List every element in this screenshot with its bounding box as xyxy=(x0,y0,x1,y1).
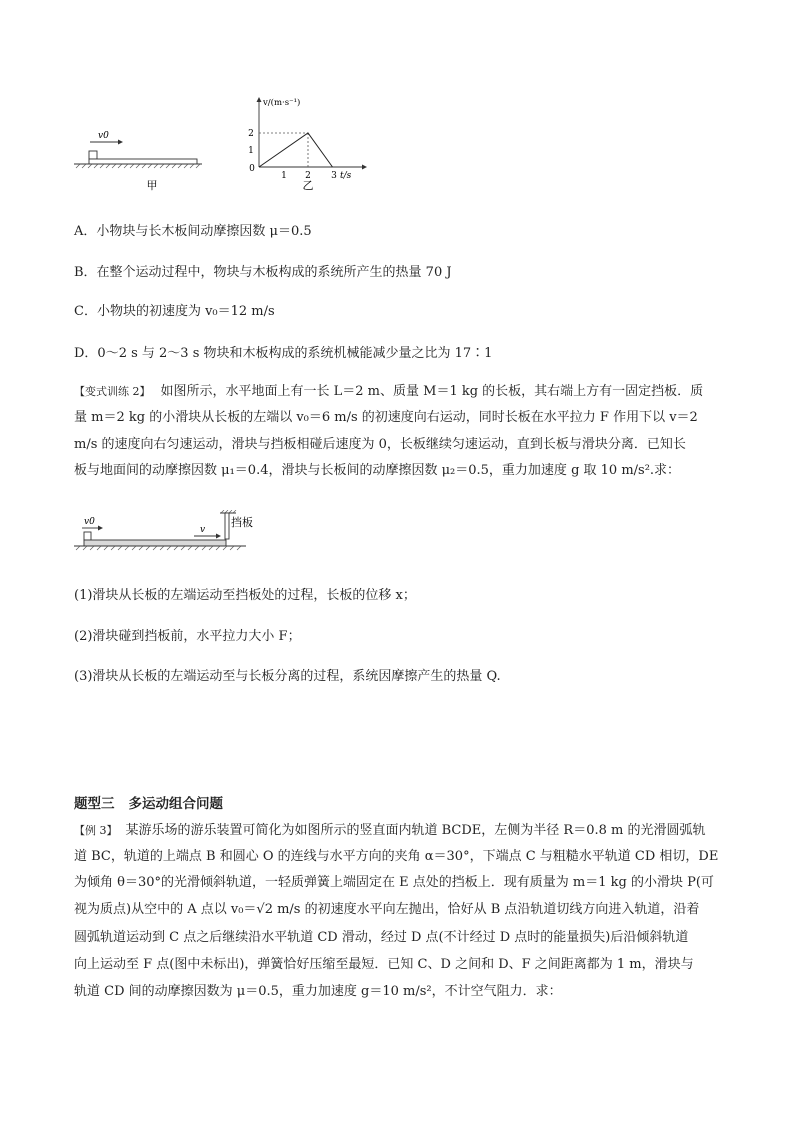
fig2-baffle-label: 挡板 xyxy=(231,516,253,529)
example-line-1 xyxy=(74,822,705,840)
fig2-v-arrowhead xyxy=(216,534,221,539)
x-tick-3: 3 xyxy=(331,171,337,181)
v0-label: v0 xyxy=(98,131,109,141)
section-title: 多运动组合问题 xyxy=(128,796,223,812)
option-a: A．小物块与长木板间动摩擦因数 μ＝0.5 xyxy=(74,224,312,239)
figure-1 xyxy=(70,95,390,195)
y-axis-label: v/(m·s⁻¹) xyxy=(263,98,301,108)
x-axis-label: t/s xyxy=(340,171,352,181)
example-line-7: 轨道 CD 间的动摩擦因数为 μ＝0.5，重力加速度 g＝10 m/s²，不计空气阻力．求： xyxy=(74,984,562,999)
velocity-arrowhead xyxy=(118,140,123,145)
left-caption: 甲 xyxy=(146,179,158,192)
fig2-v-label: v xyxy=(200,525,206,535)
fig2-ground-hatch xyxy=(76,546,241,550)
vt-graph xyxy=(248,97,367,192)
fig2-block xyxy=(84,532,91,540)
example-line-6: 向上运动至 F 点(图中未标出)，弹簧恰好压缩至最短．已知 C、D 之间和 D、F 之间距离都为 1 m，滑块与 xyxy=(74,957,694,972)
fig2-v0-arrowhead xyxy=(98,526,103,531)
example-line-3: 为倾角 θ＝30°的光滑倾斜轨道，一轻质弹簧上端固定在 E 点处的挡板上．现有质量为 m＝1 kg 的小滑块 P(可 xyxy=(74,875,714,890)
section-heading xyxy=(74,792,223,812)
variant-line-1 xyxy=(74,383,703,401)
fig2-baffle xyxy=(225,513,229,539)
figure-2 xyxy=(70,510,270,560)
question-1: (1)滑块从长板的左端运动至挡板处的过程，长板的位移 x； xyxy=(74,588,416,603)
y-axis-arrow xyxy=(257,97,262,102)
example-line-5: 圆弧轨道运动到 C 点之后继续沿水平轨道 CD 滑动，经过 D 点(不计经过 D 点时的能量损失)后沿倾斜轨道 xyxy=(74,930,689,945)
section-label: 题型三 xyxy=(74,796,115,812)
ground-hatch xyxy=(76,164,200,168)
small-block xyxy=(89,151,97,159)
option-b: B．在整个运动过程中，物块与木板构成的系统所产生的热量 70 J xyxy=(74,265,452,280)
y-tick-2: 2 xyxy=(248,129,254,139)
variant-line-2: 量 m＝2 kg 的小滑块从长板的左端以 v₀＝6 m/s 的初速度向右运动，同时长板在水平拉力 F 作用下以 v＝2 xyxy=(74,410,698,425)
option-c: C．小物块的初速度为 v₀＝12 m/s xyxy=(74,304,275,319)
long-board xyxy=(89,159,197,164)
example-tag: 【例 3】 xyxy=(74,824,118,837)
example-line-4: 视为质点)从空中的 A 点以 v₀＝√2 m/s 的初速度水平向左抛出，恰好从 B 点沿轨道切线方向进入轨道，沿着 xyxy=(74,902,700,917)
figure-1-left xyxy=(74,131,202,192)
x-axis-arrow xyxy=(362,165,367,170)
option-d: D．0～2 s 与 2～3 s 物块和木板构成的系统机械能减少量之比为 17∶1 xyxy=(74,346,493,361)
vt-line xyxy=(259,133,333,167)
variant-line-4: 板与地面间的动摩擦因数 μ₁＝0.4，滑块与长板间的动摩擦因数 μ₂＝0.5，重力加速度 g 取 10 m/s².求： xyxy=(74,463,681,478)
question-3: (3)滑块从长板的左端运动至与长板分离的过程，系统因摩擦产生的热量 Q. xyxy=(74,669,501,684)
x-tick-2: 2 xyxy=(305,171,311,181)
right-caption: 乙 xyxy=(302,179,314,192)
y-tick-1: 1 xyxy=(248,146,254,156)
variant-tag: 【变式训练 2】 xyxy=(74,385,151,398)
variant-line-3: m/s 的速度向右匀速运动，滑块与挡板相碰后速度为 0，长板继续匀速运动，直到长板与滑块分离．已知长 xyxy=(74,437,686,452)
y-tick-0: 0 xyxy=(249,164,255,174)
x-tick-1: 1 xyxy=(281,171,287,181)
example-line-2: 道 BC，轨道的上端点 B 和圆心 O 的连线与水平方向的夹角 α＝30°，下端点 C 与粗糙水平轨道 CD 相切，DE xyxy=(74,849,719,864)
variant-text-1: 如图所示，水平地面上有一长 L＝2 m、质量 M＝1 kg 的长板，其右端上方有一固定挡板．质 xyxy=(160,384,704,399)
question-2: (2)滑块碰到挡板前，水平拉力大小 F； xyxy=(74,629,301,644)
fig2-board xyxy=(84,540,226,546)
fig2-v0-label: v0 xyxy=(84,517,95,527)
example-text-1: 某游乐场的游乐装置可简化为如图所示的竖直面内轨道 BCDE，左侧为半径 R＝0.8 m 的光滑圆弧轨 xyxy=(125,823,706,838)
